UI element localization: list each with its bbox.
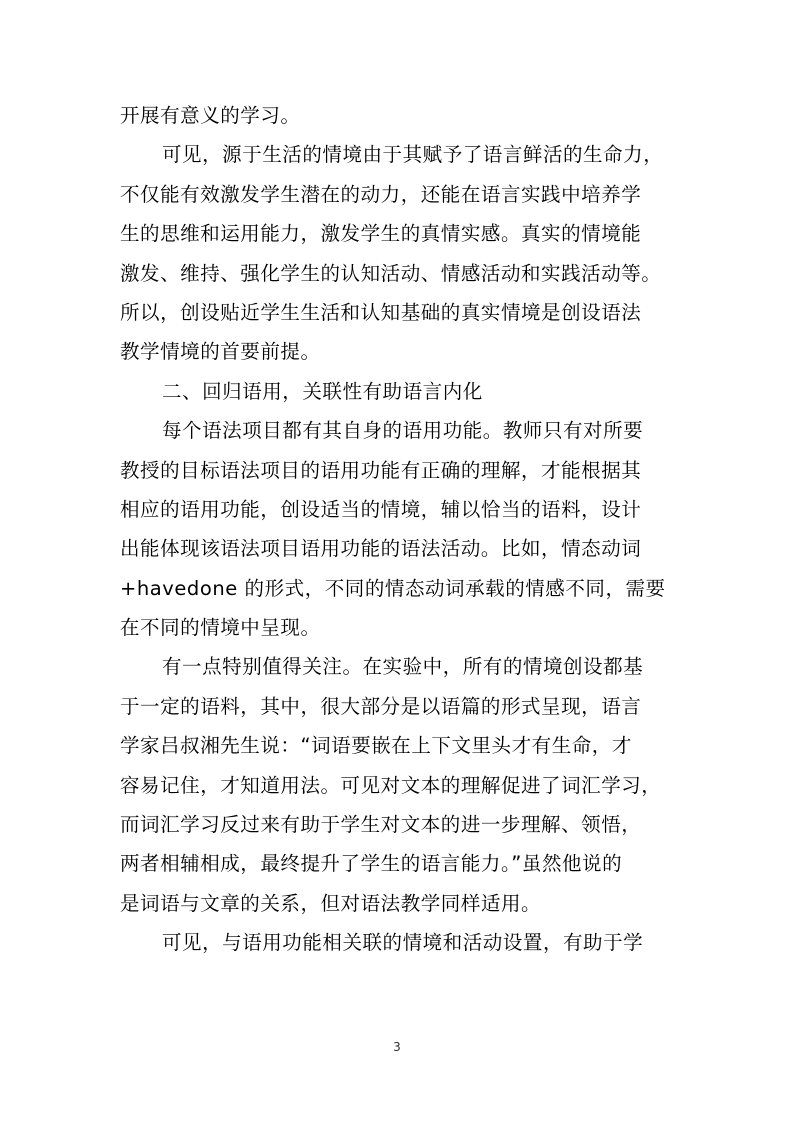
paragraph-first-line: 可见，源于生活的情境由于其赋予了语言鲜活的生命力， [162, 143, 664, 167]
text-line: 所以，创设贴近学生生活和认知基础的真实情境是创设语法 [120, 300, 642, 324]
text-line: 生的思维和运用能力，激发学生的真情实感。真实的情境能 [120, 222, 642, 246]
text-line: 两者相辅相成，最终提升了学生的语言能力。”虽然他说的 [120, 852, 623, 876]
page-number: 3 [393, 1040, 401, 1054]
text-line-1: 开展有意义的学习。 [120, 104, 301, 127]
text-line: 出能体现该语法项目语用功能的语法活动。比如，情态动词 [120, 537, 642, 561]
paragraph-first-line: 有一点特别值得关注。在实验中，所有的情境创设都基 [162, 655, 644, 679]
text-line: +havedone 的形式，不同的情态动词承载的情感不同，需要 [120, 576, 666, 600]
body-text [120, 96, 680, 963]
text-line: 在不同的情境中呈现。 [120, 616, 321, 640]
paragraph-first-line: 每个语法项目都有其自身的语用功能。教师只有对所要 [162, 419, 644, 443]
text-line: 相应的语用功能，创设适当的情境，辅以恰当的语料，设计 [120, 497, 642, 521]
paragraph-first-line: 可见，与语用功能相关联的情境和活动设置，有助于学 [162, 931, 644, 955]
text-line: 于一定的语料，其中，很大部分是以语篇的形式呈现，语言 [120, 694, 642, 718]
text-line: 学家吕叔湘先生说：“词语要嵌在上下文里头才有生命，才 [120, 734, 632, 758]
text-line: 激发、维持、强化学生的认知活动、情感活动和实践活动等。 [120, 261, 662, 285]
text-line: 教学情境的首要前提。 [120, 340, 321, 364]
text-line: 教授的目标语法项目的语用功能有正确的理解，才能根据其 [120, 458, 642, 482]
text-line: 是词语与文章的关系，但对语法教学同样适用。 [120, 891, 542, 915]
section-heading: 二、回归语用，关联性有助语言内化 [162, 379, 483, 403]
text-line: 而词汇学习反过来有助于学生对文本的进一步理解、领悟， [120, 813, 642, 837]
text-line: 不仅能有效激发学生潜在的动力，还能在语言实践中培养学 [120, 182, 642, 206]
text-line: 容易记住，才知道用法。可见对文本的理解促进了词汇学习， [120, 773, 662, 797]
